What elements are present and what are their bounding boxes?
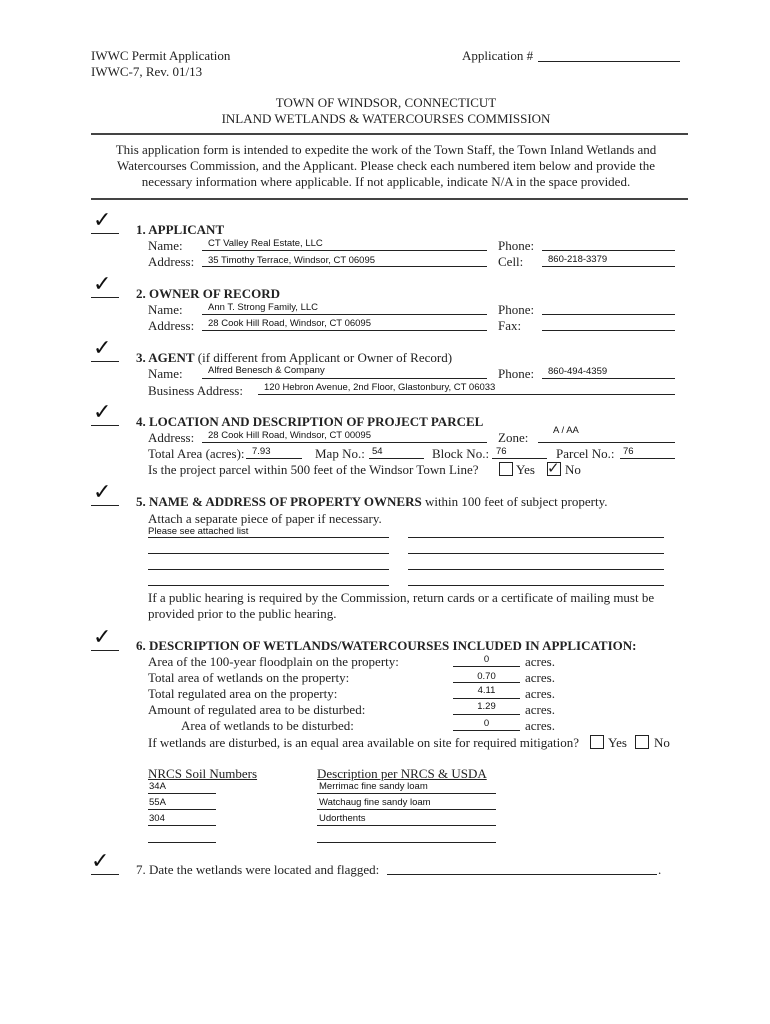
soil-description-field-1[interactable]	[317, 793, 496, 794]
hearing-note-line-1: If a public hearing is required by the Commission, return cards or a certificate of mailing must be	[148, 590, 655, 605]
section-5-title: 5. NAME & ADDRESS OF PROPERTY OWNERS	[136, 494, 422, 509]
soil-description-2: Watchaug fine sandy loam	[319, 797, 431, 808]
intro-line-1: This application form is intended to expedite the work of the Town Staff, the Town Inland Wetlands and	[115, 142, 657, 157]
agent-business-field[interactable]	[258, 394, 675, 395]
owner-name-value: Ann T. Strong Family, LLC	[208, 302, 319, 313]
application-number-label: Application #	[462, 48, 534, 63]
soil-number-field-2[interactable]	[148, 809, 216, 810]
section-3-check-icon: ✓	[93, 336, 112, 361]
property-owners-field-6[interactable]	[408, 569, 664, 570]
mitigation-yes-label: Yes	[608, 735, 627, 750]
property-owners-field-3[interactable]	[148, 553, 389, 554]
applicant-address-field[interactable]	[202, 266, 487, 267]
intro-rule	[91, 198, 688, 200]
section-3-check-field[interactable]	[91, 361, 119, 362]
soil-number-field-4[interactable]	[148, 842, 216, 843]
section-3-title: 3. AGENT	[136, 350, 195, 365]
property-owners-field-2[interactable]	[408, 537, 664, 538]
zone-field[interactable]	[538, 442, 675, 443]
owner-phone-label: Phone:	[498, 302, 535, 317]
total-area-value: 7.93	[252, 446, 271, 457]
regulated-area-value: 4.11	[477, 685, 496, 696]
applicant-name-field[interactable]	[202, 250, 487, 251]
regulated-disturbed-label: Amount of regulated area to be disturbed:	[148, 702, 366, 717]
floodplain-label: Area of the 100-year floodplain on the property:	[148, 654, 399, 669]
regulated-area-unit: acres.	[525, 686, 555, 701]
section-7-check-icon: ✓	[91, 849, 110, 874]
wetlands-flagged-date-field[interactable]	[387, 874, 657, 875]
section-2-check-icon: ✓	[93, 272, 112, 297]
section-7-text: 7. Date the wetlands were located and flagged:	[136, 862, 380, 877]
application-number-field[interactable]	[538, 61, 680, 62]
commission-heading: INLAND WETLANDS & WATERCOURSES COMMISSION	[221, 111, 551, 126]
town-heading: TOWN OF WINDSOR, CONNECTICUT	[275, 95, 497, 110]
section-2-check-field[interactable]	[91, 297, 119, 298]
applicant-address-label: Address:	[148, 254, 195, 269]
block-no-value: 76	[496, 446, 507, 457]
agent-phone-label: Phone:	[498, 366, 535, 381]
wetlands-disturbed-value: 0	[483, 718, 490, 729]
owner-name-field[interactable]	[202, 314, 487, 315]
soil-description-field-4[interactable]	[317, 842, 496, 843]
wetlands-area-unit: acres.	[525, 670, 555, 685]
town-line-no-checkbox[interactable]	[547, 459, 561, 477]
mitigation-no-checkbox[interactable]	[635, 735, 649, 749]
wetlands-area-label: Total area of wetlands on the property:	[148, 670, 350, 685]
property-owners-value: Please see attached list	[148, 526, 249, 537]
wetlands-area-field[interactable]	[453, 682, 520, 683]
total-area-field[interactable]	[246, 458, 302, 459]
soil-number-field-3[interactable]	[148, 825, 216, 826]
agent-phone-value: 860-494-4359	[548, 366, 608, 377]
section-6-check-field[interactable]	[91, 650, 119, 651]
owner-phone-field[interactable]	[542, 314, 675, 315]
town-line-yes-label: Yes	[516, 462, 535, 477]
soil-description-field-3[interactable]	[317, 825, 496, 826]
floodplain-unit: acres.	[525, 654, 555, 669]
wetlands-disturbed-field[interactable]	[453, 730, 520, 731]
parcel-address-label: Address:	[148, 430, 195, 445]
owner-fax-field[interactable]	[542, 330, 675, 331]
section-6-title: 6. DESCRIPTION OF WETLANDS/WATERCOURSES INCLUDED IN APPLICATION:	[136, 638, 637, 653]
property-owners-field-4[interactable]	[408, 553, 664, 554]
form-revision: IWWC-7, Rev. 01/13	[91, 64, 203, 79]
mitigation-question: If wetlands are disturbed, is an equal area available on site for required mitigation?	[148, 735, 579, 750]
applicant-name-value: CT Valley Real Estate, LLC	[208, 238, 323, 249]
wetlands-area-value: 0.70	[477, 671, 496, 682]
town-line-yes-checkbox[interactable]	[499, 462, 513, 476]
agent-business-value: 120 Hebron Avenue, 2nd Floor, Glastonbury, CT 06033	[264, 382, 496, 393]
property-owners-field-1[interactable]	[148, 537, 389, 538]
zone-value: A / AA	[553, 425, 579, 436]
parcel-address-value: 28 Cook Hill Road, Windsor, CT 00095	[208, 430, 371, 441]
wetlands-disturbed-label: Area of wetlands to be disturbed:	[181, 718, 354, 733]
soil-numbers-header: NRCS Soil Numbers	[148, 766, 258, 781]
section-5-heading	[136, 494, 608, 509]
property-owners-field-7[interactable]	[148, 585, 389, 586]
section-5-note: within 100 feet of subject property.	[424, 494, 608, 509]
soil-description-field-2[interactable]	[317, 809, 496, 810]
soil-number-1: 34A	[149, 781, 166, 792]
applicant-cell-value: 860-218-3379	[548, 254, 608, 265]
section-1-check-icon: ✓	[93, 208, 112, 233]
regulated-disturbed-field[interactable]	[453, 714, 520, 715]
zone-label: Zone:	[498, 430, 529, 445]
map-no-label: Map No.:	[315, 446, 365, 461]
owner-address-field[interactable]	[202, 330, 487, 331]
floodplain-field[interactable]	[453, 666, 520, 667]
regulated-disturbed-unit: acres.	[525, 702, 555, 717]
map-no-value: 54	[372, 446, 383, 457]
header-rule	[91, 133, 688, 135]
block-no-label: Block No.:	[432, 446, 490, 461]
mitigation-no-label: No	[654, 735, 670, 750]
parcel-no-value: 76	[623, 446, 634, 457]
applicant-phone-field[interactable]	[542, 250, 675, 251]
section-4-check-field[interactable]	[91, 425, 119, 426]
form-title: IWWC Permit Application	[91, 48, 231, 63]
parcel-address-field[interactable]	[202, 442, 487, 443]
owner-address-label: Address:	[148, 318, 195, 333]
parcel-no-field[interactable]	[620, 458, 675, 459]
block-no-field[interactable]	[492, 458, 547, 459]
property-owners-field-5[interactable]	[148, 569, 389, 570]
soil-number-3: 304	[149, 813, 165, 824]
town-line-question: Is the project parcel within 500 feet of the Windsor Town Line?	[148, 462, 479, 477]
mitigation-yes-checkbox[interactable]	[590, 735, 604, 749]
agent-business-label: Business Address:	[148, 383, 243, 398]
section-4-check-icon: ✓	[93, 400, 112, 425]
applicant-name-label: Name:	[148, 238, 183, 253]
soil-description-1: Merrimac fine sandy loam	[319, 781, 428, 792]
section-1-check-field[interactable]	[91, 233, 119, 234]
section-7-check-field[interactable]	[91, 874, 119, 875]
soil-description-3: Udorthents	[319, 813, 366, 824]
town-line-no-check-icon: ✓	[547, 459, 560, 477]
applicant-cell-field[interactable]	[542, 266, 675, 267]
agent-name-label: Name:	[148, 366, 183, 381]
owner-address-value: 28 Cook Hill Road, Windsor, CT 06095	[208, 318, 371, 329]
section-7-period: .	[658, 862, 662, 877]
intro-line-2: Watercourses Commission, and the Applicant. Please check each numbered item below and provide the	[117, 158, 655, 173]
regulated-disturbed-value: 1.29	[477, 701, 496, 712]
total-area-label: Total Area (acres):	[148, 446, 245, 461]
applicant-phone-label: Phone:	[498, 238, 535, 253]
section-6-check-icon: ✓	[93, 625, 112, 650]
attach-note: Attach a separate piece of paper if necessary.	[148, 511, 382, 526]
section-4-title: 4. LOCATION AND DESCRIPTION OF PROJECT PARCEL	[136, 414, 484, 429]
intro-line-3: necessary information where applicable. If not applicable, indicate N/A in the space provided.	[141, 174, 631, 189]
agent-phone-field[interactable]	[542, 378, 675, 379]
section-5-check-icon: ✓	[93, 480, 112, 505]
owner-fax-label: Fax:	[498, 318, 522, 333]
soil-description-header: Description per NRCS & USDA	[317, 766, 487, 781]
section-3-heading	[136, 350, 452, 365]
applicant-cell-label: Cell:	[498, 254, 524, 269]
section-1-title: 1. APPLICANT	[136, 222, 225, 237]
map-no-field[interactable]	[369, 458, 424, 459]
regulated-area-label: Total regulated area on the property:	[148, 686, 338, 701]
owner-name-label: Name:	[148, 302, 183, 317]
regulated-area-field[interactable]	[453, 698, 520, 699]
soil-number-field-1[interactable]	[148, 793, 216, 794]
section-2-title: 2. OWNER OF RECORD	[136, 286, 280, 301]
agent-name-field[interactable]	[202, 378, 487, 379]
section-5-check-field[interactable]	[91, 505, 119, 506]
parcel-no-label: Parcel No.:	[556, 446, 615, 461]
wetlands-disturbed-unit: acres.	[525, 718, 555, 733]
soil-number-2: 55A	[149, 797, 166, 808]
floodplain-value: 0	[483, 654, 490, 665]
hearing-note-line-2: provided prior to the public hearing.	[148, 606, 337, 621]
agent-name-value: Alfred Benesch & Company	[208, 365, 325, 376]
property-owners-field-8[interactable]	[408, 585, 664, 586]
applicant-address-value: 35 Timothy Terrace, Windsor, CT 06095	[208, 255, 376, 266]
section-3-note: (if different from Applicant or Owner of Record)	[197, 350, 453, 365]
town-line-no-label: No	[565, 462, 581, 477]
